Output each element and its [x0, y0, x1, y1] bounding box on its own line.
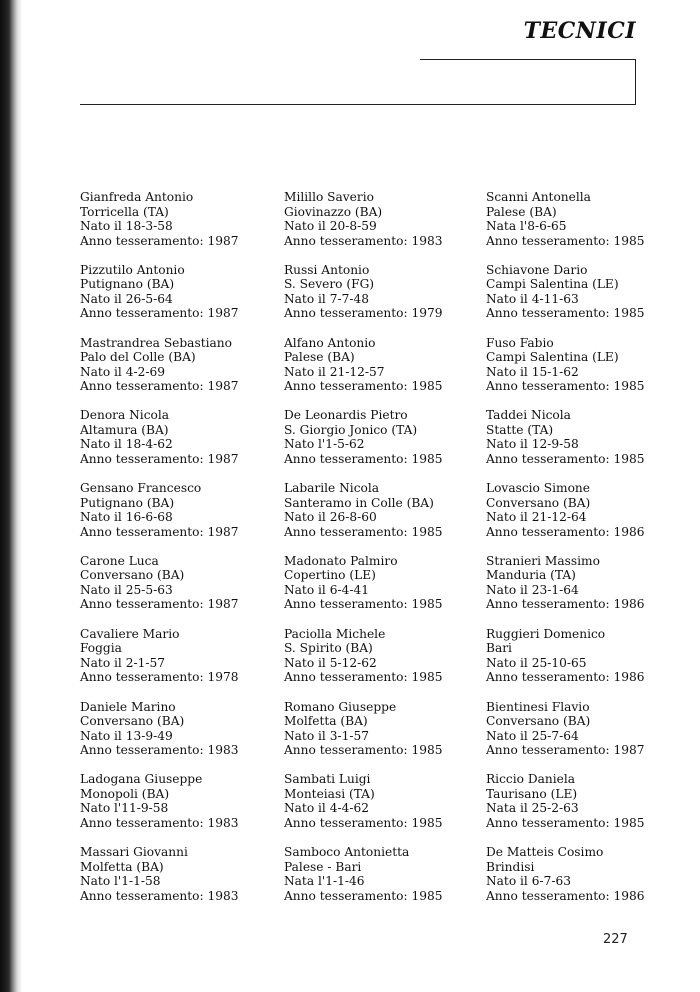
- technician-birth: Nata l'1-1-46: [284, 874, 365, 889]
- technician-birth: Nata il 25-2-63: [486, 801, 579, 816]
- technician-entry: [486, 772, 681, 845]
- technician-birth: Nato il 7-7-48: [284, 291, 369, 306]
- technician-name: Pizzutilo Antonio: [80, 262, 185, 277]
- technician-name: Gensano Francesco: [80, 481, 202, 496]
- technician-membership-year: Anno tesseramento: 1983: [80, 743, 239, 758]
- technician-entry: [284, 408, 479, 481]
- technician-name: Ruggieri Domenico: [486, 626, 606, 641]
- technician-birth: Nato l'1-1-58: [80, 874, 161, 889]
- technician-place: Molfetta (BA): [80, 859, 164, 874]
- technician-birth: Nato il 26-5-64: [80, 291, 173, 306]
- technician-name: De Leonardis Pietro: [284, 408, 408, 423]
- column-2: [284, 190, 479, 918]
- technician-birth: Nato il 23-1-64: [486, 582, 579, 597]
- header-rule-short: [420, 59, 636, 60]
- technician-place: Palese (BA): [284, 350, 355, 365]
- technician-name: Lovascio Simone: [486, 481, 590, 496]
- technician-membership-year: Anno tesseramento: 1985: [284, 670, 443, 685]
- technician-entry: [80, 336, 275, 409]
- technician-name: Ladogana Giuseppe: [80, 772, 203, 787]
- technician-name: Romano Giuseppe: [284, 699, 397, 714]
- technician-name: De Matteis Cosimo: [486, 845, 604, 860]
- technician-entry: [486, 554, 681, 627]
- technician-entry: [284, 627, 479, 700]
- technician-place: Taurisano (LE): [486, 786, 578, 801]
- technician-membership-year: Anno tesseramento: 1987: [80, 451, 239, 466]
- technician-birth: Nato il 4-2-69: [80, 364, 165, 379]
- technician-name: Labarile Nicola: [284, 481, 380, 496]
- technician-birth: Nato il 18-4-62: [80, 437, 173, 452]
- technician-entry: [284, 263, 479, 336]
- technician-birth: Nato il 25-5-63: [80, 582, 173, 597]
- technician-birth: Nato il 15-1-62: [486, 364, 579, 379]
- technician-membership-year: Anno tesseramento: 1985: [486, 451, 645, 466]
- technician-place: Campi Salentina (LE): [486, 277, 619, 292]
- technician-name: Denora Nicola: [80, 408, 170, 423]
- technician-entry: [486, 700, 681, 773]
- technician-entry: [284, 772, 479, 845]
- technician-entry: [284, 700, 479, 773]
- column-1: [80, 190, 275, 918]
- technician-membership-year: Anno tesseramento: 1986: [486, 597, 645, 612]
- technician-name: Carone Luca: [80, 553, 159, 568]
- technician-membership-year: Anno tesseramento: 1987: [80, 597, 239, 612]
- technician-birth: Nato l'1-5-62: [284, 437, 365, 452]
- technician-birth: Nato il 3-1-57: [284, 728, 369, 743]
- technician-birth: Nato il 25-10-65: [486, 655, 587, 670]
- technician-name: Madonato Palmiro: [284, 553, 398, 568]
- technician-place: Palo del Colle (BA): [80, 350, 196, 365]
- header-rule-vertical: [635, 59, 636, 104]
- technician-name: Sambati Luigi: [284, 772, 371, 787]
- technician-name: Paciolla Michele: [284, 626, 386, 641]
- technician-name: Massari Giovanni: [80, 845, 188, 860]
- technician-birth: Nato il 21-12-64: [486, 510, 587, 525]
- book-spine-shadow: [0, 0, 22, 992]
- technician-membership-year: Anno tesseramento: 1985: [284, 743, 443, 758]
- technician-entry: [80, 408, 275, 481]
- technician-membership-year: Anno tesseramento: 1986: [486, 524, 645, 539]
- technician-birth: Nato il 4-11-63: [486, 291, 579, 306]
- technician-membership-year: Anno tesseramento: 1987: [80, 379, 239, 394]
- technician-entry: [486, 190, 681, 263]
- technician-membership-year: Anno tesseramento: 1978: [80, 670, 239, 685]
- technician-membership-year: Anno tesseramento: 1987: [486, 743, 645, 758]
- technician-name: Scanni Antonella: [486, 190, 591, 204]
- technician-place: Altamura (BA): [80, 422, 169, 437]
- page-number: 227: [603, 932, 628, 947]
- technician-name: Milillo Saverio: [284, 190, 374, 204]
- technician-entry: [80, 481, 275, 554]
- technician-membership-year: Anno tesseramento: 1985: [486, 233, 645, 248]
- technician-name: Gianfreda Antonio: [80, 190, 194, 204]
- technician-entry: [486, 263, 681, 336]
- technician-entry: [486, 336, 681, 409]
- technician-birth: Nato il 6-7-63: [486, 874, 571, 889]
- technician-place: Monopoli (BA): [80, 786, 170, 801]
- technician-place: Conversano (BA): [80, 568, 185, 583]
- technician-membership-year: Anno tesseramento: 1983: [80, 888, 239, 903]
- technician-place: Manduria (TA): [486, 568, 576, 583]
- technician-place: Copertino (LE): [284, 568, 376, 583]
- technician-place: Putignano (BA): [80, 277, 175, 292]
- technician-name: Bientinesi Flavio: [486, 699, 590, 714]
- technician-place: S. Spirito (BA): [284, 641, 373, 656]
- technician-name: Cavaliere Mario: [80, 626, 180, 641]
- technician-entry: [80, 554, 275, 627]
- technician-entry: [486, 845, 681, 918]
- technician-place: Santeramo in Colle (BA): [284, 495, 434, 510]
- technician-place: S. Giorgio Jonico (TA): [284, 422, 418, 437]
- technician-membership-year: Anno tesseramento: 1983: [284, 233, 443, 248]
- technician-birth: Nato il 21-12-57: [284, 364, 385, 379]
- technician-name: Fuso Fabio: [486, 335, 554, 350]
- technician-name: Alfano Antonio: [284, 335, 376, 350]
- technician-entry: [486, 627, 681, 700]
- technician-entry: [80, 772, 275, 845]
- technician-place: Conversano (BA): [486, 714, 591, 729]
- technician-membership-year: Anno tesseramento: 1985: [284, 451, 443, 466]
- technician-entry: [284, 481, 479, 554]
- technician-birth: Nato il 25-7-64: [486, 728, 579, 743]
- column-3: [486, 190, 681, 918]
- technician-place: Bari: [486, 641, 512, 656]
- technician-membership-year: Anno tesseramento: 1985: [284, 379, 443, 394]
- technician-entry: [486, 481, 681, 554]
- technician-membership-year: Anno tesseramento: 1983: [80, 815, 239, 830]
- technician-birth: Nato il 13-9-49: [80, 728, 173, 743]
- technician-birth: Nato il 26-8-60: [284, 510, 377, 525]
- technician-membership-year: Anno tesseramento: 1985: [284, 888, 443, 903]
- technician-membership-year: Anno tesseramento: 1985: [486, 815, 645, 830]
- technician-place: Molfetta (BA): [284, 714, 368, 729]
- technician-place: Monteiasi (TA): [284, 786, 375, 801]
- technician-birth: Nato il 16-6-68: [80, 510, 173, 525]
- technician-place: Campi Salentina (LE): [486, 350, 619, 365]
- technician-entry: [80, 700, 275, 773]
- technician-membership-year: Anno tesseramento: 1985: [284, 524, 443, 539]
- technician-birth: Nato il 18-3-58: [80, 219, 173, 233]
- technician-membership-year: Anno tesseramento: 1986: [486, 670, 645, 685]
- technician-name: Daniele Marino: [80, 699, 176, 714]
- technician-name: Russi Antonio: [284, 262, 370, 277]
- technician-entry: [80, 845, 275, 918]
- technician-membership-year: Anno tesseramento: 1985: [486, 306, 645, 321]
- technician-membership-year: Anno tesseramento: 1979: [284, 306, 443, 321]
- technician-membership-year: Anno tesseramento: 1986: [486, 888, 645, 903]
- technician-place: Brindisi: [486, 859, 535, 874]
- technician-place: Conversano (BA): [486, 495, 591, 510]
- technician-birth: Nato il 20-8-59: [284, 219, 377, 233]
- technician-entry: [284, 336, 479, 409]
- technician-place: Putignano (BA): [80, 495, 175, 510]
- technician-name: Samboco Antonietta: [284, 845, 410, 860]
- technician-entry: [284, 554, 479, 627]
- technician-entry: [486, 408, 681, 481]
- technician-membership-year: Anno tesseramento: 1985: [284, 597, 443, 612]
- technician-entry: [284, 190, 479, 263]
- technician-birth: Nato il 12-9-58: [486, 437, 579, 452]
- technician-place: Giovinazzo (BA): [284, 204, 383, 219]
- technician-name: Riccio Daniela: [486, 772, 575, 787]
- technician-name: Mastrandrea Sebastiano: [80, 335, 232, 350]
- technician-birth: Nato il 4-4-62: [284, 801, 369, 816]
- technician-place: Palese (BA): [486, 204, 557, 219]
- technician-birth: Nato il 6-4-41: [284, 582, 369, 597]
- section-title: TECNICI: [523, 18, 636, 44]
- technician-entry: [80, 190, 275, 263]
- technician-membership-year: Anno tesseramento: 1985: [284, 815, 443, 830]
- technician-entry: [80, 627, 275, 700]
- technician-place: Foggia: [80, 641, 122, 656]
- technician-name: Taddei Nicola: [486, 408, 571, 423]
- technician-name: Schiavone Dario: [486, 262, 588, 277]
- technician-membership-year: Anno tesseramento: 1987: [80, 233, 239, 248]
- technician-place: Torricella (TA): [80, 204, 169, 219]
- technician-membership-year: Anno tesseramento: 1985: [486, 379, 645, 394]
- technician-birth: Nata l'8-6-65: [486, 219, 567, 233]
- technician-name: Stranieri Massimo: [486, 553, 600, 568]
- technician-entry: [80, 263, 275, 336]
- technician-birth: Nato il 2-1-57: [80, 655, 165, 670]
- technician-membership-year: Anno tesseramento: 1987: [80, 306, 239, 321]
- header-rule-long: [80, 104, 636, 105]
- technician-place: S. Severo (FG): [284, 277, 375, 292]
- technician-place: Conversano (BA): [80, 714, 185, 729]
- technician-birth: Nato il 5-12-62: [284, 655, 377, 670]
- technician-birth: Nato l'11-9-58: [80, 801, 169, 816]
- technician-entry: [284, 845, 479, 918]
- technician-place: Palese - Bari: [284, 859, 362, 874]
- technician-place: Statte (TA): [486, 422, 554, 437]
- technician-membership-year: Anno tesseramento: 1987: [80, 524, 239, 539]
